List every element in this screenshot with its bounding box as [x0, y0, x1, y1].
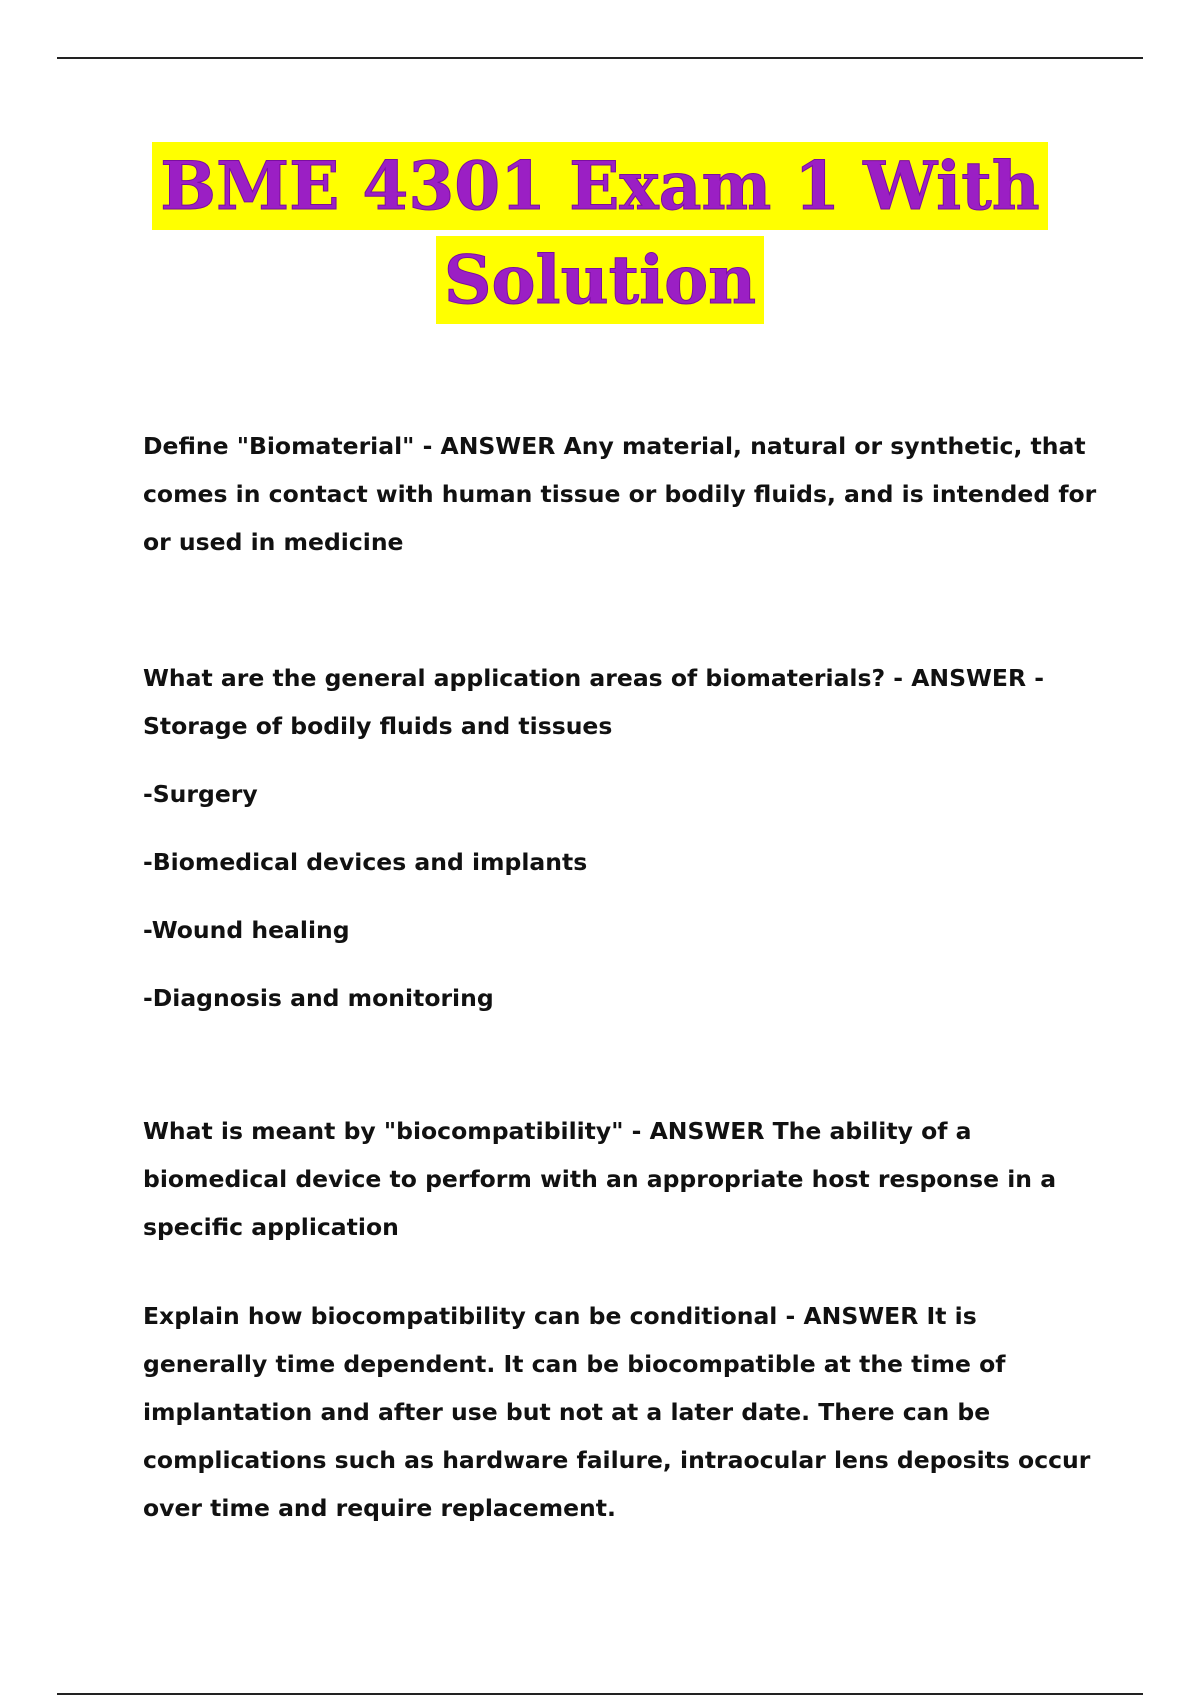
question-block [143, 654, 1103, 1022]
list-item: -Biomedical devices and implants [143, 848, 588, 876]
question-text: Explain how biocompatibility can be conditional - ANSWER It is generally time dependent. It can be biocompatible at the time of implantation and after use but not at a later date. There can be complications such as hardware failure, intraocular lens deposits occur over time and require replacement. [143, 1302, 1091, 1522]
document-title [0, 142, 1200, 324]
top-rule [57, 57, 1143, 59]
question-block [143, 1292, 1103, 1532]
title-line-1: BME 4301 Exam 1 With [152, 142, 1047, 230]
bottom-rule [57, 1693, 1143, 1695]
list-item: -Surgery [143, 780, 258, 808]
title-line-2: Solution [436, 236, 764, 324]
list-item: -Diagnosis and monitoring [143, 984, 494, 1012]
list-item: -Wound healing [143, 916, 350, 944]
question-block [143, 422, 1103, 566]
question-text: Define "Biomaterial" - ANSWER Any material, natural or synthetic, that comes in contact with human tissue or bodily fluids, and is intended for or used in medicine [143, 432, 1097, 556]
question-block [143, 1107, 1103, 1251]
question-text: What is meant by "biocompatibility" - ANSWER The ability of a biomedical device to perform with an appropriate host response in a specific application [143, 1117, 1057, 1241]
question-text: What are the general application areas of biomaterials? - ANSWER -Storage of bodily fluids and tissues [143, 664, 1045, 740]
